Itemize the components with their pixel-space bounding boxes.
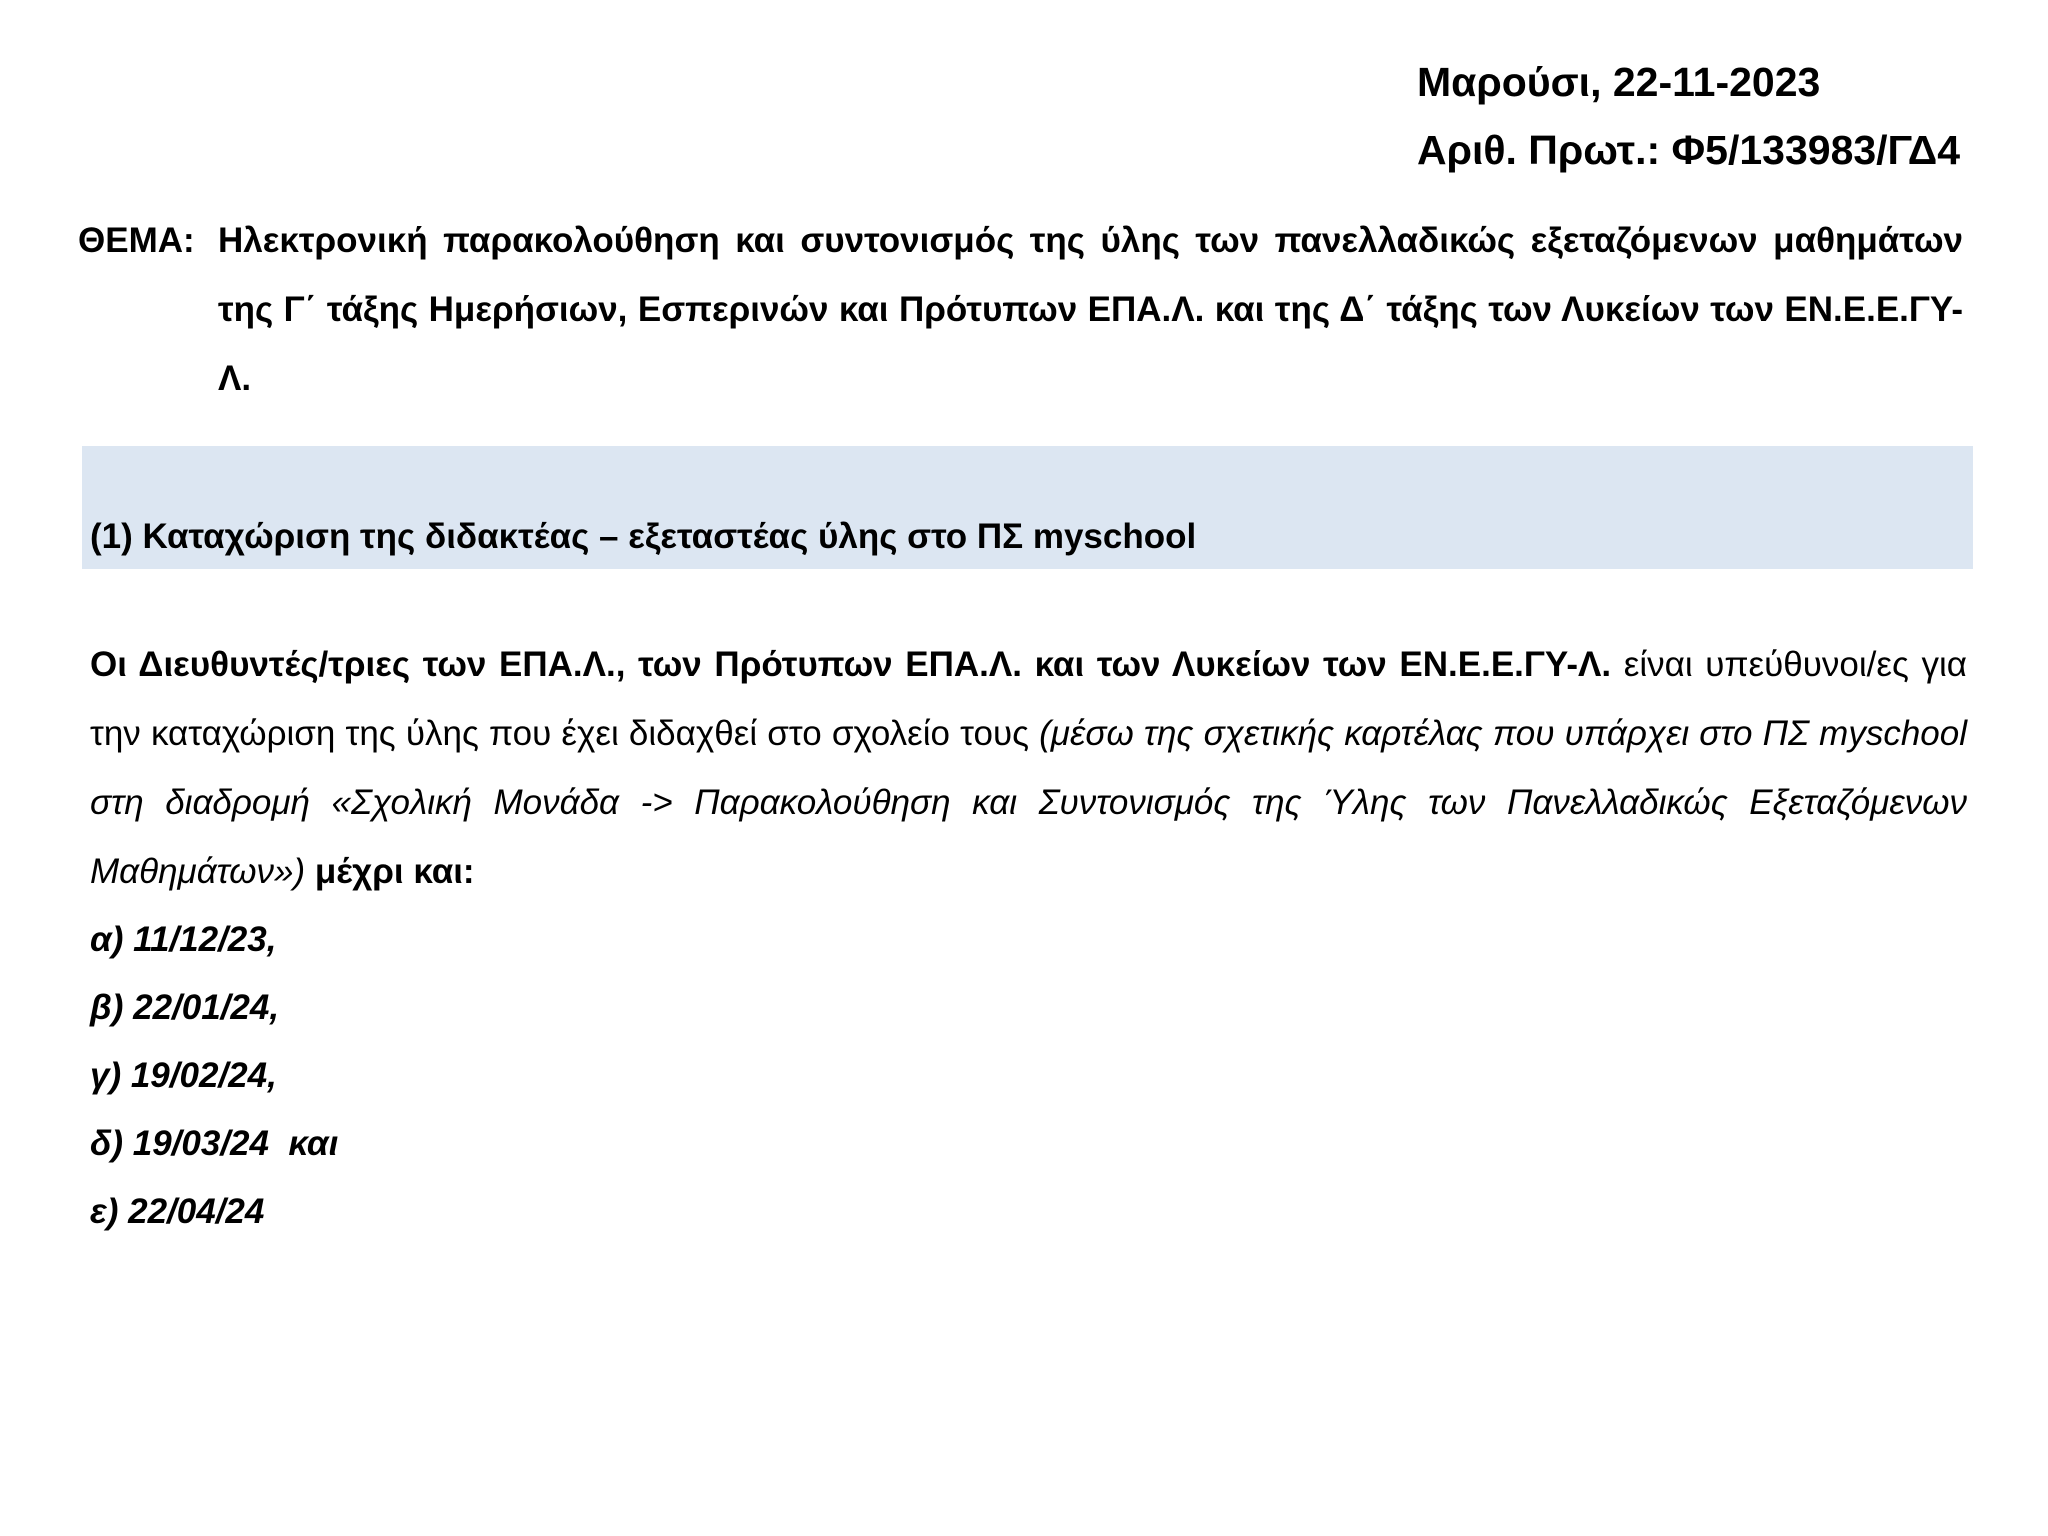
body-bold-intro: Οι Διευθυντές/τριες των ΕΠΑ.Λ., των Πρότυπων ΕΠΑ.Λ. και των Λυκείων των ΕΝ.Ε.Ε.ΓΥ-Λ.	[90, 645, 1612, 684]
body-bold-end: μέχρι και:	[305, 852, 475, 891]
body-paragraph	[90, 630, 1967, 906]
deadline-item: δ) 19/03/24 και	[90, 1124, 339, 1163]
subject-label: ΘΕΜΑ:	[78, 221, 195, 260]
deadline-item: γ) 19/02/24,	[90, 1056, 277, 1095]
section-title: (1) Καταχώριση της διδακτέας – εξεταστέας ύλης στο ΠΣ myschool	[90, 517, 1197, 556]
place-date: Μαρούσι, 22-11-2023	[1417, 59, 1821, 105]
deadline-item: α) 11/12/23,	[90, 920, 277, 959]
body-normal-text: είναι υπεύθυνοι/ες για την καταχώριση της ύλης που έχει διδαχθεί στο σχολείο τους	[90, 645, 1967, 753]
deadline-item: ε) 22/04/24	[90, 1192, 265, 1231]
deadline-item: β) 22/01/24,	[90, 988, 280, 1027]
body-italic-path: (μέσω της σχετικής καρτέλας που υπάρχει στο ΠΣ myschool στη διαδρομή «Σχολική Μονάδα -> Παρακολούθηση και Συντονισμός της Ύλης των Πανελλαδικώς Εξεταζόμενων Μαθημάτων»)	[90, 714, 1967, 891]
subject-text: Ηλεκτρονική παρακολούθηση και συντονισμός της ύλης των πανελλαδικώς εξεταζόμενων μαθημάτων της Γ΄ τάξης Ημερήσιων, Εσπερινών και Πρότυπων ΕΠΑ.Λ. και της Δ΄ τάξης των Λυκείων των ΕΝ.Ε.Ε.ΓΥ-Λ.	[218, 221, 1963, 398]
document-header	[1417, 48, 1960, 184]
subject-block	[78, 206, 1963, 413]
protocol-number: Αριθ. Πρωτ.: Φ5/133983/ΓΔ4	[1417, 127, 1961, 173]
deadline-list	[90, 906, 338, 1246]
section-heading-band	[82, 446, 1973, 569]
